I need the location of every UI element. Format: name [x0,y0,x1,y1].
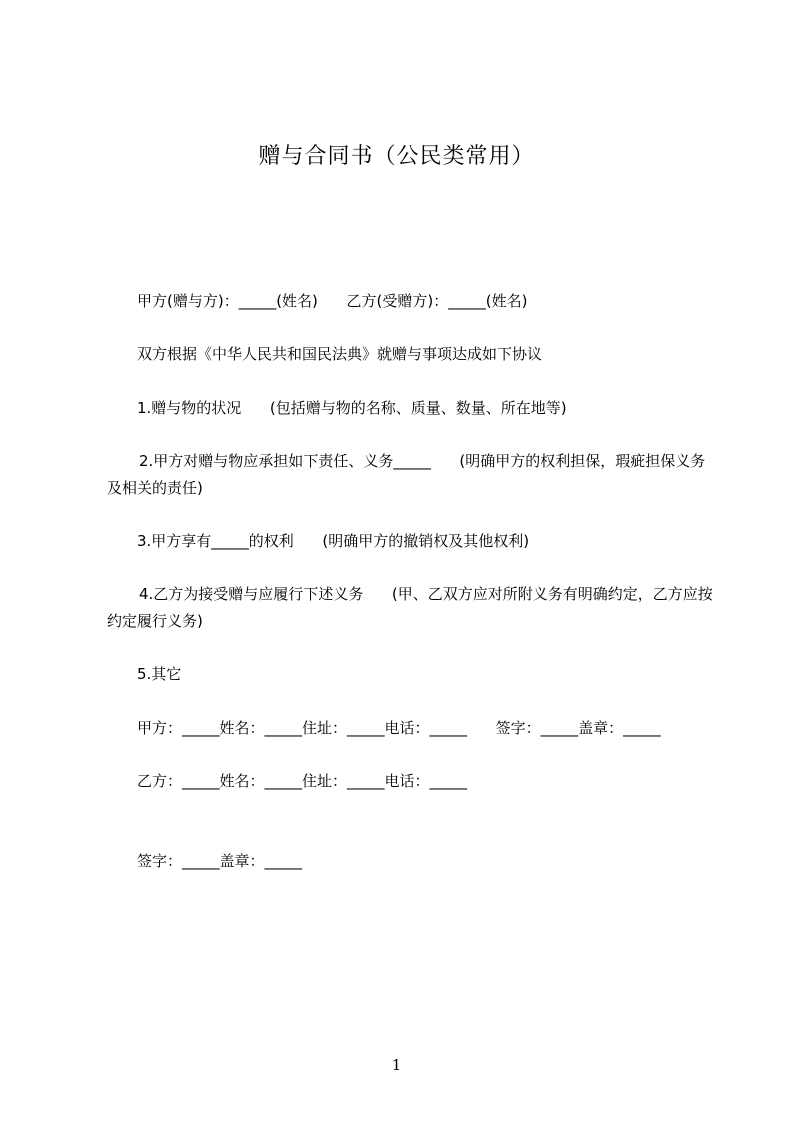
clause-5: 5.其它 [137,665,182,683]
clause-1: 1.赠与物的状况 (包括赠与物的名称、质量、数量、所在地等) [137,399,567,417]
document-title: 赠与合同书（公民类常用） [258,144,535,169]
clause-4: 4.乙方为接受赠与应履行下述义务 (甲、乙双方应对所附义务有明确约定，乙方应按约定履行义务) [107,585,713,630]
party-b-info: 乙方：_____姓名：_____住址：_____电话：_____ [137,772,468,790]
basis-line: 双方根据《中华人民共和国民法典》就赠与事项达成如下协议 [137,345,543,363]
clause-3: 3.甲方享有_____的权利 (明确甲方的撤销权及其他权利) [137,532,530,550]
signature-line: 签字：_____盖章：_____ [137,852,303,870]
parties-line: 甲方(赠与方)：_____(姓名) 乙方(受赠方)：_____(姓名) [137,292,528,310]
party-a-info: 甲方：_____姓名：_____住址：_____电话：_____ 签字：_____盖章：_____ [137,719,661,737]
page-number: 1 [391,1056,402,1074]
clause-2: 2.甲方对赠与物应承担如下责任、义务_____ (明确甲方的权利担保，瑕疵担保义务及相关的责任) [107,452,706,497]
